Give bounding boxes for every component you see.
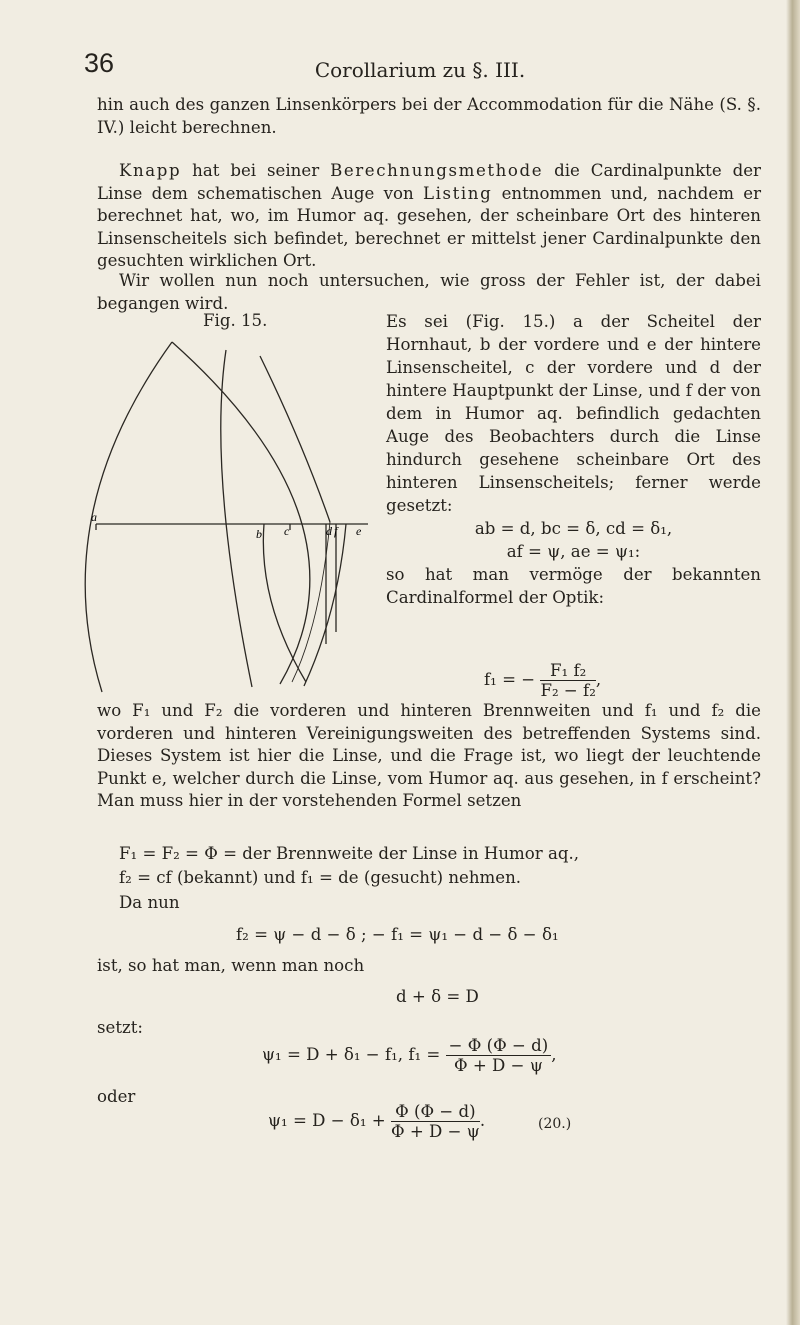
lens-front-arc-lower [260, 356, 330, 522]
paragraph-1: hin auch des ganzen Linsenkörpers bei der Accommodation für die Nähe (S. §. IV.) leicht berechnen. [97, 95, 761, 137]
running-title-text: Corollarium zu §. III. [314, 58, 526, 82]
text-ist-so: ist, so hat man, wenn man noch [97, 956, 365, 975]
point-c: c [284, 524, 290, 538]
formula-f1-lhs: f₁ = − [484, 670, 536, 689]
formula-f1-fraction [540, 661, 595, 700]
equation-psi1-first [262, 1036, 557, 1075]
paragraph-2-b: entnommen und, nachdem er berechnet hat, wo, im Humor aq. gesehen, der scheinbare Ort des hinteren Linsenscheitels sich befindet, berechnet er mittelst jener Cardinalpunkte den gesuchten wirklichen Ort. [97, 183, 761, 271]
point-e: e [356, 524, 362, 538]
point-b: b [256, 527, 262, 541]
equation-d-delta: d + δ = D [396, 987, 479, 1006]
equation-20-numerator: Φ (Φ − d) [391, 1102, 480, 1122]
cornea-arc-right [172, 342, 310, 684]
lens-front-arc [221, 350, 252, 687]
lens-back-arc [263, 524, 306, 682]
running-title [0, 58, 800, 82]
point-d: d [326, 524, 332, 538]
paragraph-2 [97, 160, 761, 273]
figure-description [386, 310, 761, 609]
term-berechnungsmethode: Berechnungsmethode [330, 161, 544, 180]
equation-line-2: f₂ = cf (bekannt) und f₁ = de (gesucht) nehmen. [119, 868, 522, 887]
text-setzt: setzt: [97, 1018, 144, 1037]
equation-number: (20.) [538, 1116, 572, 1132]
text-oder: oder [97, 1087, 136, 1106]
point-f: f [334, 524, 338, 538]
figure-15-lens-diagram [92, 332, 382, 692]
author-knapp: Knapp [119, 161, 182, 180]
paragraph-2-mid: hat bei seiner [192, 161, 320, 180]
equation-line-f2: f₂ = ψ − d − δ ; − f₁ = ψ₁ − d − δ − δ₁ [236, 925, 559, 944]
equation-20-denominator: Φ + D − ψ [390, 1122, 480, 1141]
formula-f1-denominator: F₂ − f₂ [540, 681, 596, 700]
lens-back-arc-3 [292, 522, 330, 682]
formula-f1-numerator: F₁ f₂ [540, 661, 595, 681]
author-listing: Listing [422, 183, 493, 203]
lens-back-arc-2 [304, 524, 346, 686]
text-da-nun: Da nun [119, 893, 180, 912]
equation-psi1-first-fraction [446, 1036, 552, 1075]
equation-2: af = ψ, ae = ψ₁: [506, 542, 641, 561]
equation-psi1-first-denominator: Φ + D − ψ [454, 1056, 543, 1075]
equation-1: ab = d, bc = δ, cd = δ₁, [474, 519, 673, 538]
equation-20 [268, 1102, 485, 1141]
equation-psi1-first-numerator: − Φ (Φ − d) [446, 1036, 552, 1056]
equation-20-fraction [391, 1102, 480, 1141]
page-edge-shadow [786, 0, 800, 1325]
right-text-2: so hat man vermöge der bekannten Cardinalformel der Optik: [386, 565, 761, 607]
formula-f1-tail: , [595, 670, 602, 689]
paragraph-2-a: die Cardinalpunkte der Linse dem schematischen Auge von [97, 161, 761, 203]
cornea-arc [85, 342, 172, 692]
page-number: 36 [84, 48, 115, 78]
equation-line-1: F₁ = F₂ = Φ = der Brennweite der Linse in Humor aq., [119, 844, 580, 863]
equation-20-lhs: ψ₁ = D − δ₁ + [268, 1111, 386, 1130]
formula-f1 [484, 661, 601, 700]
equation-psi1-first-lhs: ψ₁ = D + δ₁ − f₁, f₁ = [262, 1045, 441, 1064]
paragraph-4: wo F₁ und F₂ die vorderen und hinteren Brennweiten und f₁ und f₂ die vorderen und hinteren Vereinigungsweiten des betreffenden Systems sind. Dieses System ist hier die Linse, und die Frage ist, wo liegt der leuchtende Punkt e, welcher durch die Linse, vom Humor aq. aus gesehen, in f erscheint? Man muss hier in der vorstehenden Formel setzen [97, 701, 761, 811]
figure-label: Fig. 15. [203, 311, 268, 330]
equation-20-tail: . [479, 1111, 486, 1130]
right-text-1: Es sei (Fig. 15.) a der Scheitel der Hornhaut, b der vordere und e der hintere Linsenscheitel, c der vordere und d der hintere Hauptpunkt der Linse, und f der von dem in Humor aq. befindlich gedachten Auge des Beobachters durch die Linse hindurch gesehene scheinbare Ort des hinteren Linsenscheitels; ferner werde gesetzt: [386, 312, 761, 515]
point-a: a [91, 510, 97, 524]
paragraph-3: Wir wollen nun noch untersuchen, wie gross der Fehler ist, der dabei begangen wird. [97, 271, 761, 313]
equation-psi1-first-tail: , [551, 1045, 557, 1064]
